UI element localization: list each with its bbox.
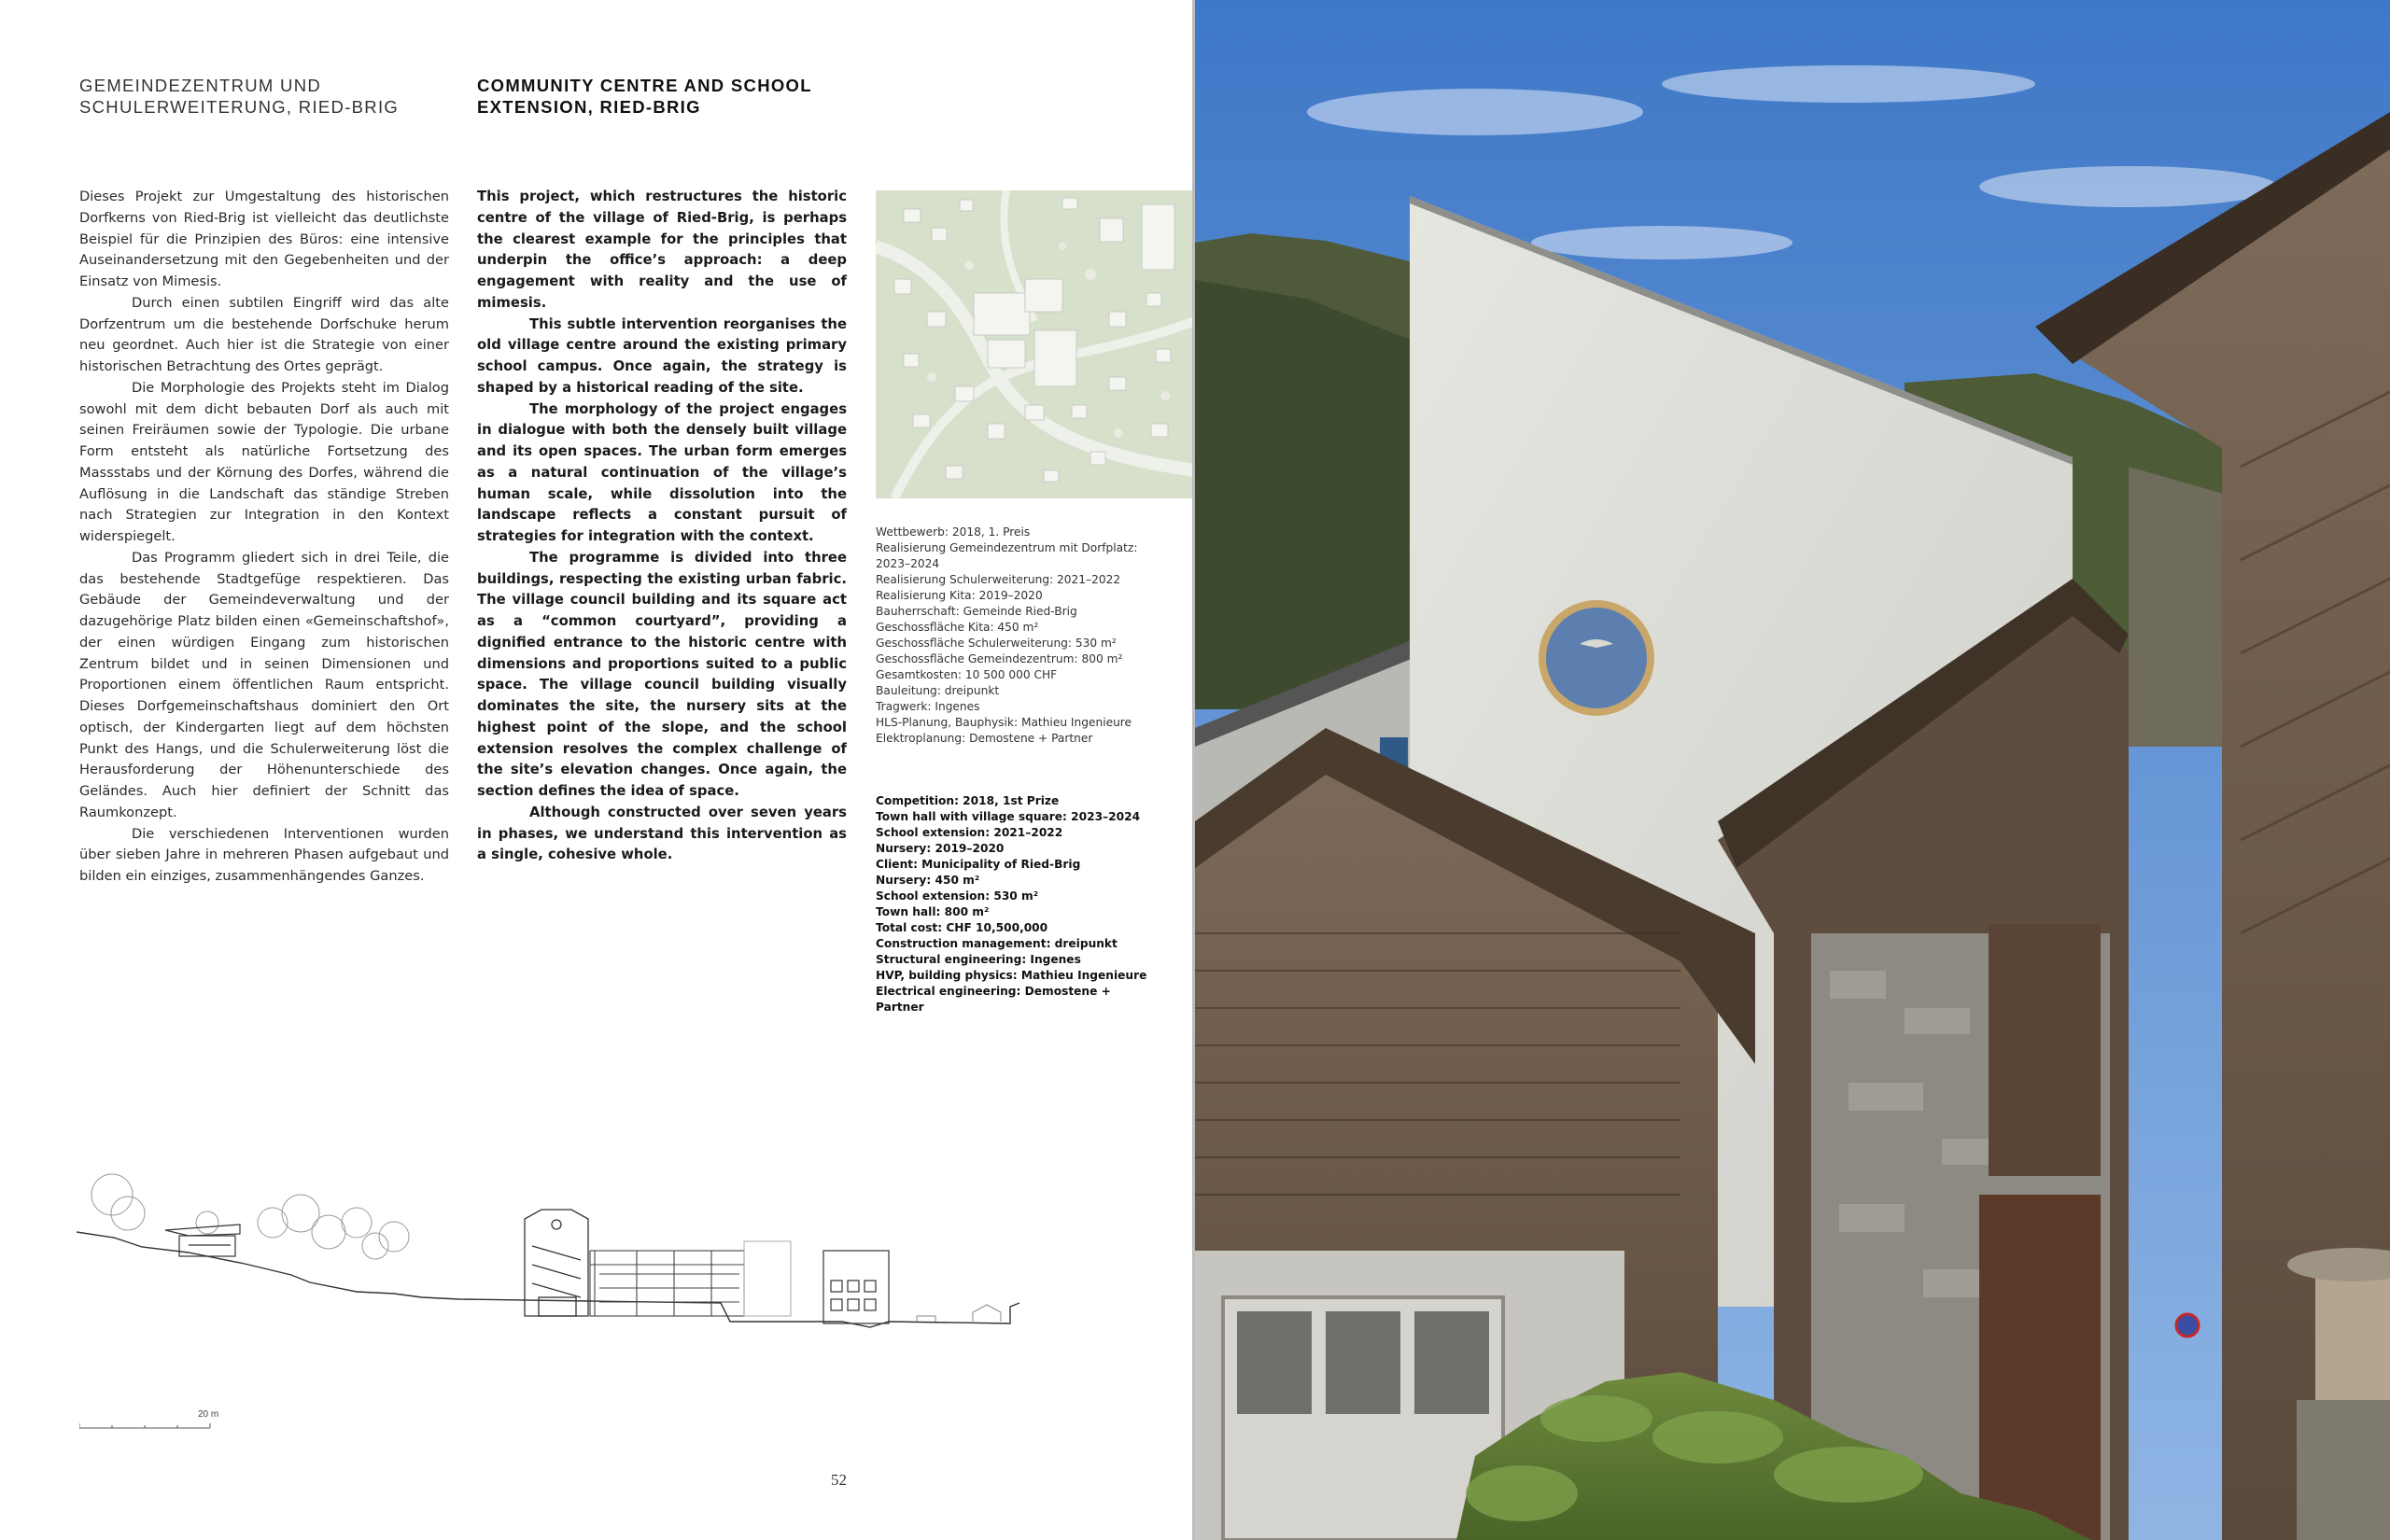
project-credits-german (876, 525, 1156, 747)
credit-line: Total cost: CHF 10,500,000 (876, 921, 1048, 934)
credit-line: Bauleitung: dreipunkt (876, 684, 1000, 697)
paragraph: Although constructed over seven years in phases, we understand this intervention as a single, cohesive whole. (477, 804, 847, 863)
credit-line: Geschossfläche Gemeindezentrum: 800 m² (876, 652, 1123, 665)
credit-line: Gesamtkosten: 10 500 000 CHF (876, 668, 1058, 681)
credit-line: Geschossfläche Schulerweiterung: 530 m² (876, 637, 1117, 650)
credit-line: Town hall with village square: 2023–2024 (876, 810, 1141, 823)
credit-line: School extension: 530 m² (876, 889, 1039, 903)
site-model-image (876, 190, 1193, 498)
credit-line: HLS-Planung, Bauphysik: Mathieu Ingenieure (876, 716, 1132, 729)
credit-line: School extension: 2021–2022 (876, 826, 1063, 839)
text-column-english (477, 187, 847, 866)
credit-line: Construction management: dreipunkt (876, 937, 1118, 950)
paragraph: Die verschiedenen Interventionen wurden über sieben Jahre in mehreren Phasen aufgebaut und bilden ein einziges, zusammenhängendes Ganzes. (79, 825, 449, 884)
credit-line: Competition: 2018, 1st Prize (876, 794, 1060, 807)
credit-line: Town hall: 800 m² (876, 905, 990, 918)
credit-line: Geschossfläche Kita: 450 m² (876, 621, 1039, 634)
credit-line: Elektroplanung: Demostene + Partner (876, 732, 1093, 745)
paragraph: Das Programm gliedert sich in drei Teile, die das bestehende Stadtgefüge respektieren. Das Gebäude der Gemeindeverwaltung und der dazugehörige Platz bilden einen «Gemeinschaftshof», der einen würdigen Eingang zum historischen Zentrum bildet und in seinen Dimensionen und Proportionen einem öffentlichen Raum entspricht. Dieses Dorfgemeinschaftshaus dominiert den Ort optisch, der Kindergarten liegt auf dem höchsten Punkt des Hangs, und die Schulerweiterung löst die Herausforderung der Höhenunterschiede des Geländes. Auch hier definiert der Schnitt das Raumkonzept. (79, 549, 449, 820)
credit-line: Realisierung Schulerweiterung: 2021–2022 (876, 573, 1121, 586)
scale-label: 20 m (198, 1409, 219, 1420)
paragraph: Dieses Projekt zur Umgestaltung des historischen Dorfkerns von Ried-Brig ist vielleicht das deutlichste Beispiel für die Prinzipien des Büros: eine intensive Auseinandersetzung mit den Gegebenheiten und der Einsatz von Mimesis. (79, 189, 449, 289)
credit-line: Tragwerk: Ingenes (876, 700, 980, 713)
text-column-german (79, 187, 449, 888)
credit-line: Bauherrschaft: Gemeinde Ried-Brig (876, 605, 1077, 618)
paragraph: Durch einen subtilen Eingriff wird das alte Dorfzentrum um die bestehende Dorfschuke herum neu geordnet. Auch hier ist die Strategie von einer historischen Betrachtung des Ortes geprägt. (79, 294, 449, 374)
paragraph: Die Morphologie des Projekts steht im Dialog sowohl mit dem dicht bebauten Dorf als auch mit seinen Freiräumen sowie der Typologie. Die urbane Form entsteht als natürliche Fortsetzung des Massstabs und der Körnung des Dorfes, während die Auflösung in die Landschaft das ständige Streben nach Strategien zur Integration in den Kontext widerspiegelt. (79, 379, 449, 544)
credit-line: Electrical engineering: Demostene + Partner (876, 985, 1111, 1014)
paragraph: The morphology of the project engages in dialogue with both the densely built village and its open spaces. The urban form emerges as a natural continuation of the village’s human scale, while dissolution into the landscape reflects a constant pursuit of strategies for integration with the context. (477, 400, 847, 544)
paragraph: This subtle intervention reorganises the old village centre around the existing primary school campus. Once again, the strategy is shaped by a historical reading of the site. (477, 315, 847, 396)
credit-line: Realisierung Gemeindezentrum mit Dorfplatz: 2023–2024 (876, 541, 1138, 570)
right-page (1195, 0, 2390, 1540)
heading-english: COMMUNITY CENTRE AND SCHOOL EXTENSION, RIED-BRIG (477, 76, 812, 117)
paragraph: The programme is divided into three buildings, respecting the existing urban fabric. The village council building and its square act as a “common courtyard”, providing a dignified entrance to the historic centre with dimensions and proportions suited to a public space. The village council building visually dominates the site, the nursery sits at the highest point of the slope, and the school extension resolves the complex challenge of the site’s elevation changes. Once again, the section defines the idea of space. (477, 549, 847, 799)
credit-line: Client: Municipality of Ried-Brig (876, 858, 1081, 871)
credit-line: Nursery: 2019–2020 (876, 842, 1005, 855)
credit-line: Nursery: 450 m² (876, 874, 980, 887)
credit-line: Wettbewerb: 2018, 1. Preis (876, 525, 1031, 539)
credit-line: Realisierung Kita: 2019–2020 (876, 589, 1043, 602)
heading-german: GEMEINDEZENTRUM UND SCHULERWEITERUNG, RIED-BRIG (79, 76, 400, 117)
credit-line: Structural engineering: Ingenes (876, 953, 1081, 966)
site-section-drawing (77, 1157, 1122, 1363)
left-page (0, 0, 1193, 1540)
building-photograph (1195, 0, 2390, 1540)
project-credits-english (876, 793, 1156, 1015)
credit-line: HVP, building physics: Mathieu Ingenieure (876, 969, 1147, 982)
page-number: 52 (831, 1471, 847, 1489)
paragraph: This project, which restructures the historic centre of the village of Ried-Brig, is perhaps the clearest example for the principles that underpin the office’s approach: a deep engagement with reality and the use of mimesis. (477, 189, 847, 311)
